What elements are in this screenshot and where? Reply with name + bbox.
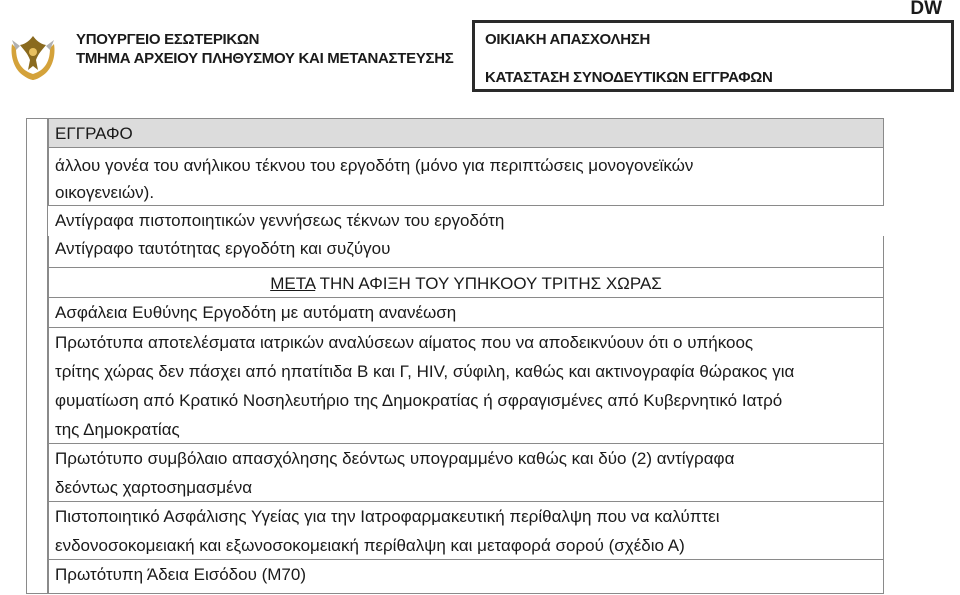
row-text: Ασφάλεια Ευθύνης Εργοδότη με αυτόματη ανανέωση: [55, 303, 457, 322]
table-row: [48, 560, 884, 594]
section-rest: ΤΗΝ ΑΦΙΞΗ ΤΟΥ ΥΠΗΚΟΟΥ ΤΡΙΤΗΣ ΧΩΡΑΣ: [315, 274, 662, 293]
table-row: [48, 444, 884, 502]
table-header: ΕΓΓΡΑΦΟ: [48, 118, 884, 148]
row-text: Πρωτότυπο συμβόλαιο απασχόλησης δεόντως υπογραμμένο καθώς και δύο (2) αντίγραφα: [55, 449, 735, 468]
section-prefix: ΜΕΤΑ: [270, 274, 316, 293]
row-text: φυματίωση από Κρατικό Νοσηλευτήριο της Δημοκρατίας ή σφραγισμένες από Κυβερνητικό Ιατρό: [55, 391, 783, 410]
row-text: άλλου γονέα του ανήλικου τέκνου του εργοδότη (μόνο για περιπτώσεις μονογονεϊκών: [55, 156, 694, 175]
document-title: ΟΙΚΙΑΚΗ ΑΠΑΣΧΟΛΗΣΗ: [485, 31, 650, 48]
table-row: [48, 502, 884, 560]
row-text: Αντίγραφο ταυτότητας εργοδότη και συζύγου: [55, 239, 391, 258]
row-text: Πρωτότυπη Άδεια Εισόδου (Μ70): [55, 565, 306, 584]
row-text: ενδονοσοκομειακή και εξωνοσοκομειακή περίθαλψη και μεταφορά σορού (σχέδιο Α): [55, 536, 685, 555]
document-header: [0, 0, 960, 100]
row-text: Πιστοποιητικό Ασφάλισης Υγείας για την Ιατροφαρμακευτική περίθαλψη που να καλύπτει: [55, 507, 720, 526]
document-subtitle: ΚΑΤΑΣΤΑΣΗ ΣΥΝΟΔΕΥΤΙΚΩΝ ΕΓΓΡΑΦΩΝ: [485, 69, 773, 86]
table-row: [48, 236, 884, 268]
table-row: [48, 328, 884, 444]
row-text: δεόντως χαρτοσημασμένα: [55, 478, 253, 497]
table-section-row: [48, 268, 884, 298]
row-text: τρίτης χώρας δεν πάσχει από ηπατίτιδα Β και Γ, HIV, σύφιλη, καθώς και ακτινογραφία θώρακος για: [55, 362, 795, 381]
ministry-line-1: ΥΠΟΥΡΓΕΙΟ ΕΣΩΤΕΡΙΚΩΝ: [76, 31, 260, 48]
row-text: της Δημοκρατίας: [55, 420, 180, 439]
table-row: [48, 298, 884, 328]
form-code: DW: [910, 0, 942, 19]
row-text: οικογενειών).: [55, 183, 155, 202]
checkbox-column: [26, 118, 48, 594]
row-text: Πρωτότυπα αποτελέσματα ιατρικών αναλύσεων αίματος που να αποδεικνύουν ότι ο υπήκοος: [55, 333, 754, 352]
ministry-line-2: ΤΜΗΜΑ ΑΡΧΕΙΟΥ ΠΛΗΘΥΣΜΟΥ ΚΑΙ ΜΕΤΑΝΑΣΤΕΥΣΗΣ: [76, 50, 454, 67]
document-title-box: [472, 20, 954, 92]
row-text: Αντίγραφα πιστοποιητικών γεννήσεως τέκνων του εργοδότη: [55, 211, 505, 230]
table-row: [48, 148, 884, 206]
documents-table: [26, 118, 884, 594]
cyprus-emblem-icon: [6, 30, 60, 84]
ministry-name: [76, 30, 453, 68]
section-heading: [49, 274, 883, 294]
